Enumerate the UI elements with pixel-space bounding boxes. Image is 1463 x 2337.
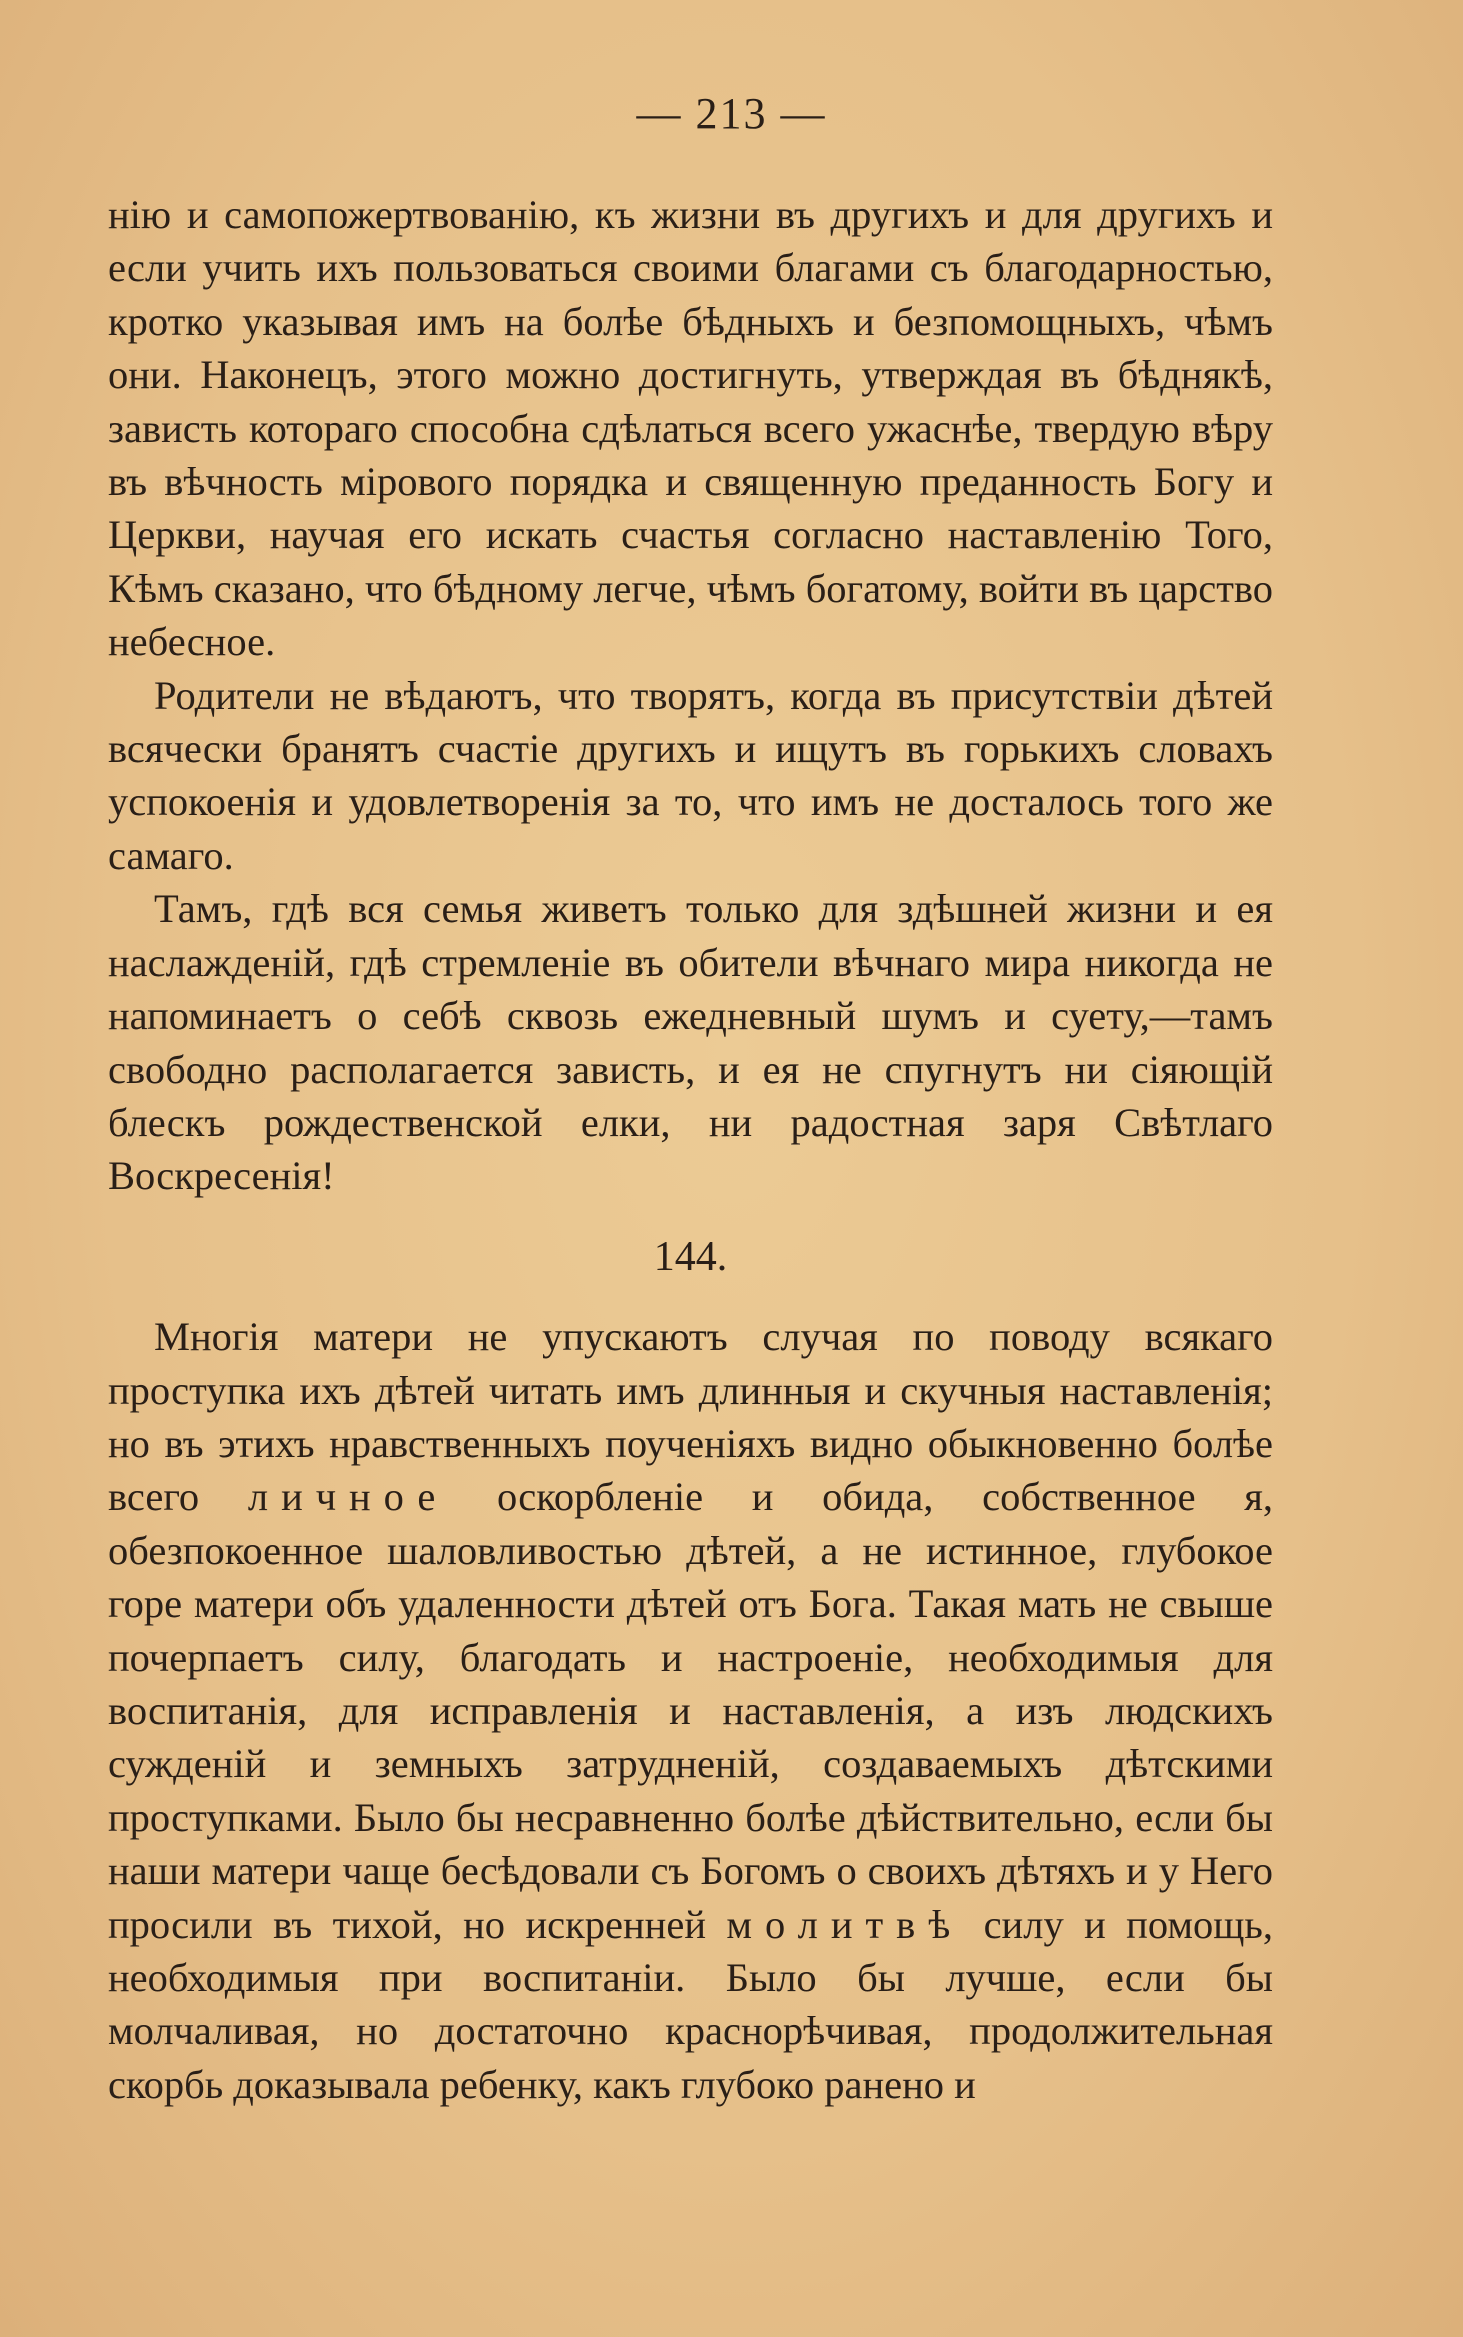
mothers-text-part1: Многія матери не упускаютъ случая по поводу всякаго проступка ихъ дѣтей читать имъ длинныя и скучныя наставленія; но въ этихъ нравственныхъ поученіяхъ видно обыкновенно болѣе всего (108, 1314, 1273, 1520)
page-text (108, 188, 1273, 2111)
section-number: 144. (653, 1233, 728, 1280)
mothers-text-part3: силу и помощь, необходимыя при воспитаніи. Было бы лучше, если бы молчаливая, но достаточно краснорѣчивая, продолжительная скорбь доказывала ребенку, какъ глубоко ранено и (108, 1901, 1273, 2107)
emphasis-prayer: молитвѣ (726, 1901, 964, 1947)
paragraph-parents: Родители не вѣдаютъ, что творятъ, когда въ присутствіи дѣтей всячески бранятъ счастіе другихъ и ищутъ въ горькихъ словахъ успокоенія и удовлетворенія за то, что имъ не досталось того же самаго. (108, 672, 1273, 878)
page-number: — 213 — (636, 89, 827, 138)
paragraph-continuation: нію и самопожертвованію, къ жизни въ другихъ и для другихъ и если учить ихъ пользоваться своими благами съ благодарностью, кротко указывая имъ на болѣе бѣдныхъ и безпомощныхъ, чѣмъ они. Наконецъ, этого можно достигнуть, утверждая въ бѣднякѣ, зависть котораго способна сдѣлаться всего ужаснѣе, твердую вѣру въ вѣчность мірового порядка и священную преданность Богу и Церкви, научая его искать счастья согласно наставленію Того, Кѣмъ сказано, что бѣдному легче, чѣмъ богатому, войти въ царство небесное. (108, 192, 1273, 665)
paragraph-mothers (108, 1310, 1273, 2111)
emphasis-personal: личное (247, 1474, 449, 1520)
mothers-text-part2: оскорбленіе и обида, собственное я, обезпокоенное шаловливостью дѣтей, а не истинное, глубокое горе матери объ удаленности дѣтей отъ Бога. Такая мать не свыше почерпаетъ силу, благодать и настроеніе, необходимыя для воспитанія, для исправленія и наставленія, а изъ людскихъ сужденій и земныхъ затрудненій, создаваемыхъ дѣтскими проступками. Было бы несравненно болѣе дѣйствительно, если бы наши матери чаще бесѣдовали съ Богомъ о своихъ дѣтяхъ и у Него просили въ тихой, но искренней (108, 1474, 1274, 1947)
paragraph-family: Тамъ, гдѣ вся семья живетъ только для здѣшней жизни и ея наслажденій, гдѣ стремленіе въ обители вѣчнаго мира никогда не напоминаетъ о себѣ сквозь ежедневный шумъ и суету,—тамъ свободно располагается зависть, и ея не спугнутъ ни сіяющій блескъ рождественской елки, ни радостная заря Свѣтлаго Воскресенія! (108, 886, 1273, 1199)
